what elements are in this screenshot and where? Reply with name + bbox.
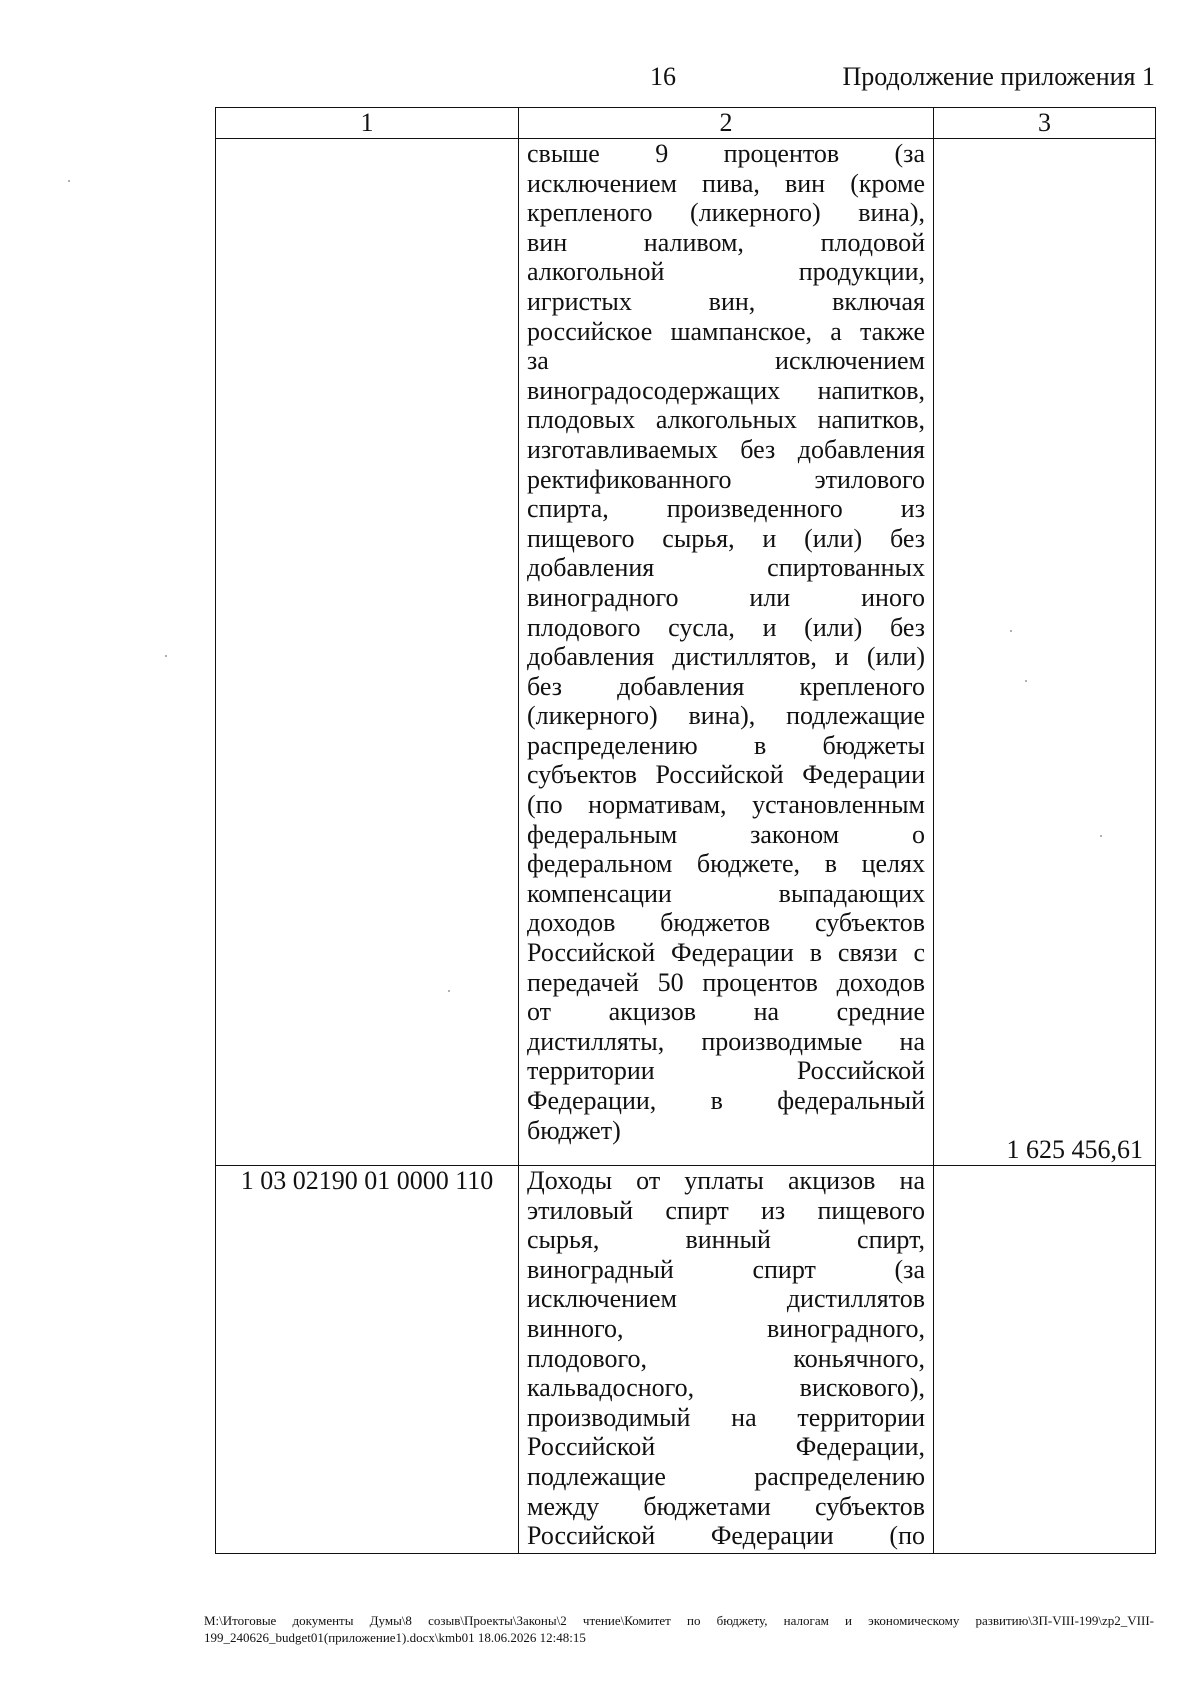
description-line: пищевого сырья, и (или) без [527, 523, 925, 553]
description-line: вин наливом, плодовой [527, 227, 925, 257]
description-line: виноградосодержащих напитков, [527, 375, 925, 405]
description-line: от акцизов на средние [527, 997, 925, 1027]
scan-speck [1100, 835, 1102, 837]
description-line: изготавливаемых без добавления [527, 434, 925, 464]
description-line: российское шампанское, а также [527, 316, 925, 346]
description-line: (ликерного) вина), подлежащие [527, 701, 925, 731]
amount-cell [934, 1166, 1156, 1554]
description-line: передачей 50 процентов доходов [527, 967, 925, 997]
scan-speck [1010, 630, 1012, 632]
description-line: ректификованного этилового [527, 464, 925, 494]
description-line: игристых вин, включая [527, 286, 925, 316]
description-line: виноградный спирт (за [527, 1254, 925, 1284]
description-line: свыше 9 процентов (за [527, 139, 925, 168]
description-line: Доходы от уплаты акцизов на [527, 1166, 925, 1195]
scan-speck [165, 655, 167, 657]
table-header-row [216, 108, 1156, 139]
amount-cell: 1 625 456,61 [934, 139, 1156, 1166]
description-cell [519, 139, 934, 1166]
description-line: спирта, произведенного из [527, 494, 925, 524]
description-line: Российской Федерации в связи с [527, 938, 925, 968]
description-line: плодового сусла, и (или) без [527, 612, 925, 642]
description-line: сырья, винный спирт, [527, 1225, 925, 1255]
column-header-3: 3 [934, 108, 1156, 139]
description-line: этиловый спирт из пищевого [527, 1195, 925, 1225]
description-line: компенсации выпадающих [527, 878, 925, 908]
description-line: распределению в бюджеты [527, 730, 925, 760]
description-line: плодовых алкогольных напитков, [527, 405, 925, 435]
scan-speck [1025, 680, 1027, 682]
description-cell [519, 1166, 934, 1554]
table-row [216, 139, 1156, 1166]
description-line: добавления дистиллятов, и (или) [527, 642, 925, 672]
budget-code-cell: 1 03 02190 01 0000 110 [216, 1166, 519, 1554]
scan-speck [448, 990, 450, 992]
description-line: доходов бюджетов субъектов [527, 908, 925, 938]
description-line: Российской Федерации, [527, 1432, 925, 1462]
description-line: исключением дистиллятов [527, 1284, 925, 1314]
revenue-table [215, 107, 1156, 1554]
description-line: плодового, коньячного, [527, 1343, 925, 1373]
budget-code-cell [216, 139, 519, 1166]
description-line: федеральном бюджете, в целях [527, 849, 925, 879]
description-line: подлежащие распределению [527, 1461, 925, 1491]
description-line: алкогольной продукции, [527, 257, 925, 287]
description-line: Российской Федерации (по [527, 1521, 925, 1551]
column-header-1: 1 [216, 108, 519, 139]
description-line: крепленого (ликерного) вина), [527, 198, 925, 228]
description-line: между бюджетами субъектов [527, 1491, 925, 1521]
description-line: за исключением [527, 346, 925, 376]
scan-speck [68, 180, 70, 182]
description-line: производимый на территории [527, 1402, 925, 1432]
description-line: федеральным законом о [527, 819, 925, 849]
description-line: виноградного или иного [527, 582, 925, 612]
description-line: дистилляты, производимые на [527, 1026, 925, 1056]
description-line: без добавления крепленого [527, 671, 925, 701]
description-line: территории Российской [527, 1056, 925, 1086]
table-row [216, 1166, 1156, 1554]
description-line: (по нормативам, установленным [527, 790, 925, 820]
column-header-2: 2 [519, 108, 934, 139]
description-line: исключением пива, вин (кроме [527, 168, 925, 198]
description-line: бюджет) [527, 1115, 621, 1145]
continuation-label: Продолжение приложения 1 [842, 62, 1155, 91]
description-line: кальвадосного, вискового), [527, 1373, 925, 1403]
file-path-footer: M:\Итоговые документы Думы\8 созыв\Проекты\Законы\2 чтение\Комитет по бюджету, налогам и экономическому развитию\ЗП-VIII-199\zp2_VIII-199_240626_budget01(приложение1).docx\kmb01 18.06.2026 12:48:15 [204, 1613, 1154, 1645]
description-line: Федерации, в федеральный [527, 1086, 925, 1115]
page-number: 16 [650, 62, 676, 91]
description-line: добавления спиртованных [527, 553, 925, 583]
description-line: субъектов Российской Федерации [527, 760, 925, 790]
description-line: винного, виноградного, [527, 1313, 925, 1343]
